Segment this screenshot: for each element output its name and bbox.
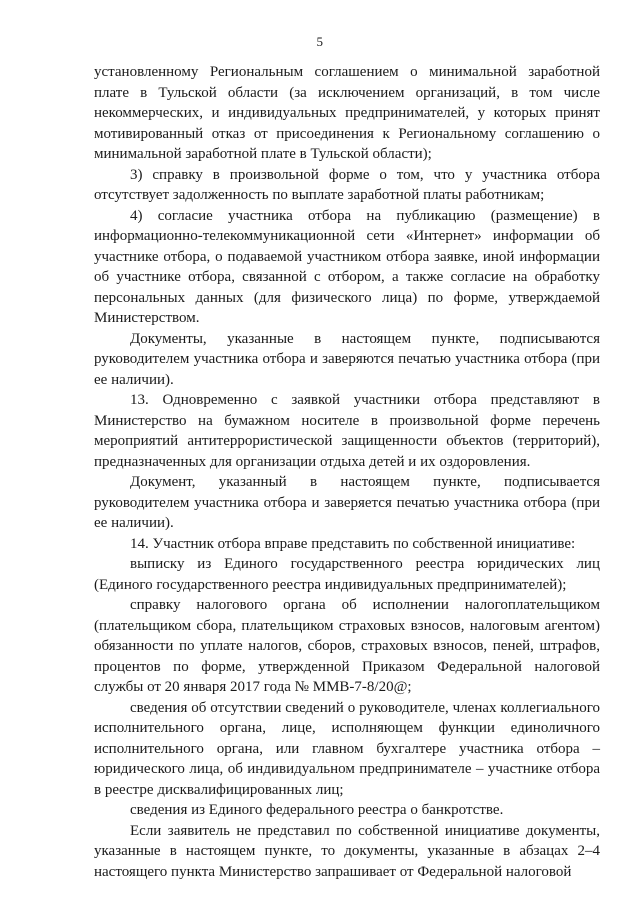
paragraph-egrul-extract: выписку из Единого государственного реестра юридических лиц (Единого государственного реестра индивидуальных предпринимателей); bbox=[94, 556, 600, 593]
paragraph-bankruptcy-info: сведения из Единого федерального реестра о банкротстве. bbox=[130, 802, 504, 818]
document-body bbox=[94, 62, 600, 882]
paragraph-signing-note: Документы, указанные в настоящем пункте, подписываются руководителем участника отбора и заверяются печатью участника отбора (при ее наличии). bbox=[94, 330, 600, 388]
paragraph-disqualification-info: сведения об отсутствии сведений о руководителе, членах коллегиального исполнительного органа, лице, исполняющем функции единоличного исполнительного органа, или главном бухгалтере участника отбора – юридического лица, об индивидуальном предпринимателе – участнике отбора в реестре дисквалифицированных лиц; bbox=[94, 699, 600, 798]
paragraph-ministry-request: Если заявитель не представил по собственной инициативе документы, указанные в настоящем пункте, то документы, указанные в абзацах 2–4 настоящего пункта Министерство запрашивает от Федеральной налоговой bbox=[94, 822, 600, 880]
paragraph-tax-certificate: справку налогового органа об исполнении налогоплательщиком (плательщиком сбора, плательщиком страховых взносов, налоговым агентом) обязанности по уплате налогов, сборов, страховых взносов, пеней, штрафов, процентов по форме, утвержденной Приказом Федеральной налоговой службы от 20 января 2017 года № ММВ-7-8/20@; bbox=[94, 597, 600, 695]
paragraph-item-4: 4) согласие участника отбора на публикацию (размещение) в информационно-телекоммуникационной сети «Интернет» информации об участнике отбора, о подаваемой участником отбора заявке, иной информации об участнике отбора, связанной с отбором, а также согласие на обработку персональных данных (для физического лица) по форме, утверждаемой Министерством. bbox=[94, 207, 600, 326]
paragraph-item-3: 3) справку в произвольной форме о том, что у участника отбора отсутствует задолженность по выплате заработной платы работникам; bbox=[94, 166, 600, 203]
paragraph-clause-14: 14. Участник отбора вправе представить по собственной инициативе: bbox=[130, 535, 576, 552]
paragraph-clause-13: 13. Одновременно с заявкой участники отбора представляют в Министерство на бумажном носителе в произвольной форме перечень мероприятий антитеррористической защищенности объектов (территорий), предназначенных для организации отдыха детей и их оздоровления. bbox=[94, 392, 600, 470]
paragraph-continuation: установленному Региональным соглашением о минимальной заработной плате в Тульской области (за исключением организаций, в том числе некоммерческих, и индивидуальных предпринимателей, у которых принят мотивированный отказ от присоединения к Региональному соглашению о минимальной заработной плате в Тульской области); bbox=[94, 64, 600, 162]
paragraph-clause-13-signing: Документ, указанный в настоящем пункте, подписывается руководителем участника отбора и заверяется печатью участника отбора (при ее наличии). bbox=[94, 474, 600, 531]
page-number: 5 bbox=[316, 34, 324, 49]
